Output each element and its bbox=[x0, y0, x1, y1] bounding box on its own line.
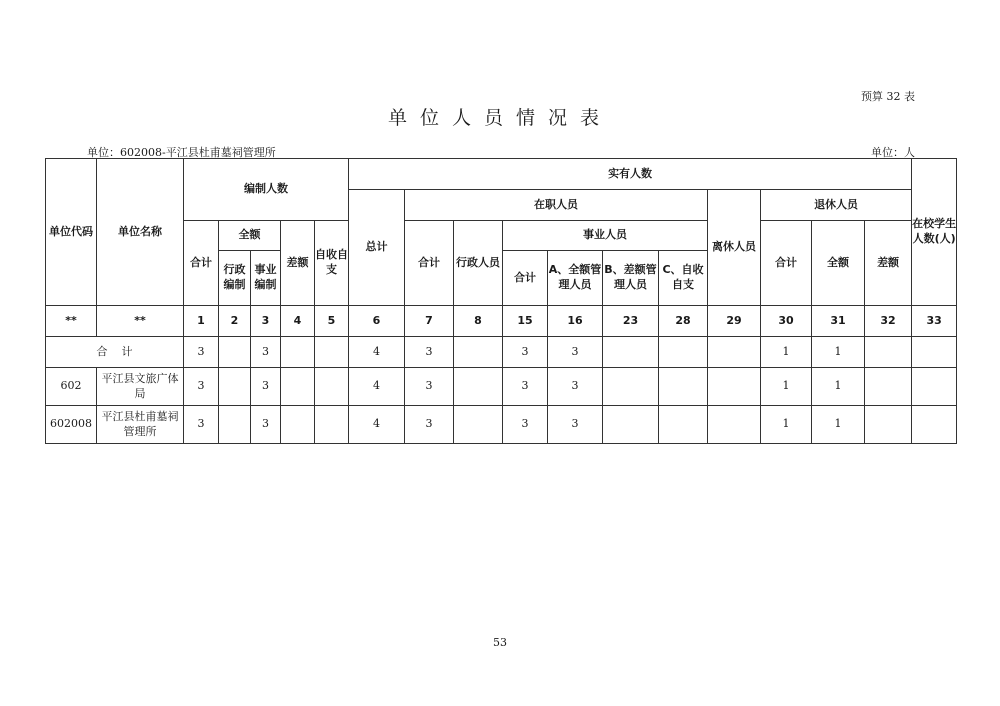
code-cell: 7 bbox=[405, 306, 454, 337]
table-cell bbox=[603, 337, 659, 368]
table-cell bbox=[912, 368, 957, 406]
table-cell: 3 bbox=[503, 337, 548, 368]
code-cell: 30 bbox=[761, 306, 812, 337]
table-cell: 3 bbox=[251, 406, 281, 444]
table-cell: 1 bbox=[812, 406, 865, 444]
table-cell: 3 bbox=[184, 337, 219, 368]
code-cell: 1 bbox=[184, 306, 219, 337]
header-unit-code: 单位代码 bbox=[46, 159, 97, 306]
table-cell bbox=[315, 406, 349, 444]
table-cell: 1 bbox=[761, 337, 812, 368]
page-number: 53 bbox=[493, 636, 507, 649]
table-cell: 3 bbox=[503, 406, 548, 444]
table-cell bbox=[659, 337, 708, 368]
header-inst-total: 合计 bbox=[503, 251, 548, 306]
table-cell bbox=[865, 337, 912, 368]
header-inst-b: B、差额管理人员 bbox=[603, 251, 659, 306]
table-cell bbox=[219, 368, 251, 406]
table-cell: 3 bbox=[184, 368, 219, 406]
row-name: 平江县文旅广体局 bbox=[97, 368, 184, 406]
table-cell bbox=[219, 337, 251, 368]
table-row bbox=[46, 368, 957, 406]
code-cell: 8 bbox=[454, 306, 503, 337]
page-title: 单位人员情况表 bbox=[387, 107, 612, 129]
header-admin-staffing: 行政编制 bbox=[219, 251, 251, 306]
header-differential: 差额 bbox=[281, 221, 315, 306]
table-cell bbox=[865, 368, 912, 406]
code-cell: 31 bbox=[812, 306, 865, 337]
code-cell: 4 bbox=[281, 306, 315, 337]
table-cell: 3 bbox=[503, 368, 548, 406]
unit-measure: 单位：人 bbox=[871, 146, 915, 159]
table-cell bbox=[454, 406, 503, 444]
code-cell: 16 bbox=[548, 306, 603, 337]
table-cell bbox=[454, 337, 503, 368]
header-retired-diff: 差额 bbox=[865, 221, 912, 306]
code-cell: 33 bbox=[912, 306, 957, 337]
table-cell bbox=[708, 368, 761, 406]
header-actual: 实有人数 bbox=[349, 159, 912, 190]
row-code: 602 bbox=[46, 368, 97, 406]
table-cell bbox=[708, 406, 761, 444]
header-inst-c: C、自收自支 bbox=[659, 251, 708, 306]
table-row bbox=[46, 406, 957, 444]
header-in-service: 在职人员 bbox=[405, 190, 708, 221]
code-cell: 5 bbox=[315, 306, 349, 337]
unit-label: 单位：602008-平江县杜甫墓祠管理所 bbox=[87, 146, 276, 159]
table-cell: 3 bbox=[405, 406, 454, 444]
code-cell: 15 bbox=[503, 306, 548, 337]
table-cell bbox=[454, 368, 503, 406]
row-name: 平江县杜甫墓祠管理所 bbox=[97, 406, 184, 444]
table-cell: 1 bbox=[761, 406, 812, 444]
table-cell: 3 bbox=[405, 368, 454, 406]
table-cell: 3 bbox=[184, 406, 219, 444]
header-unit-name: 单位名称 bbox=[97, 159, 184, 306]
table-cell: 1 bbox=[761, 368, 812, 406]
code-cell: 32 bbox=[865, 306, 912, 337]
row-code: 602008 bbox=[46, 406, 97, 444]
table-cell bbox=[865, 406, 912, 444]
table-cell: 4 bbox=[349, 368, 405, 406]
table-cell bbox=[708, 337, 761, 368]
table-cell: 4 bbox=[349, 406, 405, 444]
table-cell: 3 bbox=[251, 368, 281, 406]
form-number: 预算 32 表 bbox=[861, 90, 915, 103]
code-cell: 3 bbox=[251, 306, 281, 337]
code-cell: 2 bbox=[219, 306, 251, 337]
header-institution-staffing: 事业编制 bbox=[251, 251, 281, 306]
header-retired-full: 全额 bbox=[812, 221, 865, 306]
table-cell: 1 bbox=[812, 368, 865, 406]
table-cell bbox=[315, 337, 349, 368]
table-cell bbox=[659, 368, 708, 406]
header-self-funded: 自收自支 bbox=[315, 221, 349, 306]
table-cell bbox=[912, 337, 957, 368]
table-cell bbox=[603, 368, 659, 406]
code-cell: ** bbox=[46, 306, 97, 337]
header-retired-cadre: 离休人员 bbox=[708, 190, 761, 306]
code-cell: 29 bbox=[708, 306, 761, 337]
table-cell: 1 bbox=[812, 337, 865, 368]
code-cell: 23 bbox=[603, 306, 659, 337]
table-cell: 3 bbox=[548, 337, 603, 368]
header-admin-staff: 行政人员 bbox=[454, 221, 503, 306]
table-cell: 3 bbox=[548, 406, 603, 444]
code-cell: 28 bbox=[659, 306, 708, 337]
header-grand-total: 总计 bbox=[349, 190, 405, 306]
code-cell: 6 bbox=[349, 306, 405, 337]
total-label: 合 计 bbox=[46, 337, 184, 368]
code-cell: ** bbox=[97, 306, 184, 337]
table-cell bbox=[281, 406, 315, 444]
table-cell: 3 bbox=[251, 337, 281, 368]
table-cell bbox=[659, 406, 708, 444]
header-inst-a: A、全额管理人员 bbox=[548, 251, 603, 306]
header-full-funded: 全额 bbox=[219, 221, 281, 251]
header-retired-total: 合计 bbox=[761, 221, 812, 306]
header-retired: 退休人员 bbox=[761, 190, 912, 221]
header-authorized: 编制人数 bbox=[184, 159, 349, 221]
table-cell bbox=[281, 337, 315, 368]
column-code-row bbox=[46, 306, 957, 337]
table-cell bbox=[281, 368, 315, 406]
header-authorized-total: 合计 bbox=[184, 221, 219, 306]
table-cell bbox=[219, 406, 251, 444]
table-cell bbox=[315, 368, 349, 406]
personnel-table bbox=[45, 158, 957, 444]
header-in-total: 合计 bbox=[405, 221, 454, 306]
header-institution-staff: 事业人员 bbox=[503, 221, 708, 251]
table-cell: 4 bbox=[349, 337, 405, 368]
table-cell bbox=[603, 406, 659, 444]
header-students: 在校学生人数(人) bbox=[912, 159, 957, 306]
total-row bbox=[46, 337, 957, 368]
table-cell: 3 bbox=[548, 368, 603, 406]
table-cell bbox=[912, 406, 957, 444]
table-cell: 3 bbox=[405, 337, 454, 368]
